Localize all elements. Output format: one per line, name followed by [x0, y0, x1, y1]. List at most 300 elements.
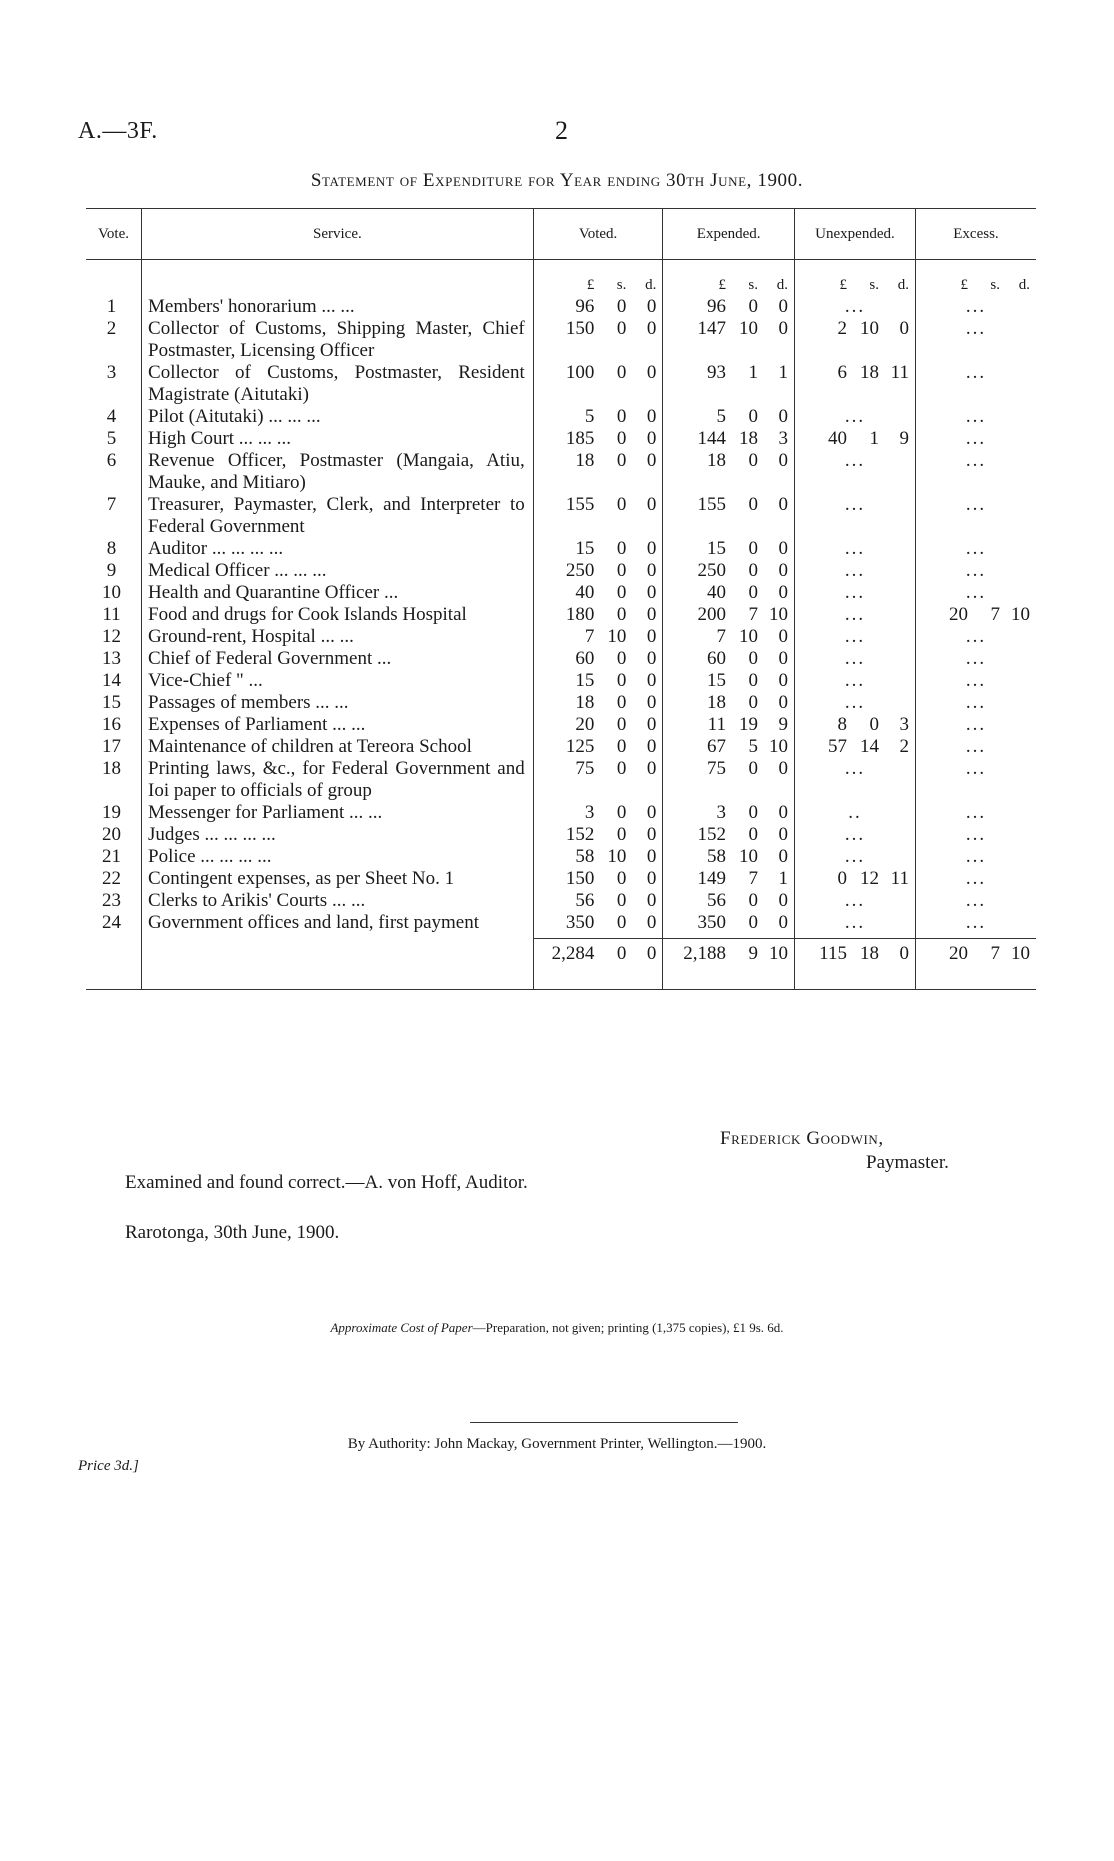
unexpended-amount-blank: ...	[844, 296, 866, 317]
table-row	[86, 582, 1036, 604]
total-excess-pounds: 20	[949, 943, 968, 964]
expended-amount-pounds: 18	[706, 450, 726, 471]
expended-amount-pounds: 75	[706, 758, 726, 779]
unit-shillings: s.	[990, 277, 1000, 293]
unexpended-amount-shillings: 12	[859, 868, 879, 889]
voted-amount-shillings: 10	[607, 626, 627, 647]
unexpended-amount-pounds: 57	[827, 736, 847, 757]
voted-amount	[533, 318, 663, 362]
voted-amount-pounds: 18	[575, 450, 595, 471]
unexpended-amount	[794, 296, 915, 318]
expended-amount-shillings: 19	[738, 714, 758, 735]
voted-amount-pounds: 20	[575, 714, 595, 735]
header-service: Service.	[142, 209, 534, 260]
excess-amount	[915, 450, 1036, 494]
header-vote: Vote.	[86, 209, 142, 260]
unexpended-amount-blank: ...	[844, 846, 866, 867]
expended-amount-pence: 0	[778, 318, 788, 339]
voted-amount	[533, 296, 663, 318]
expended-amount-pounds: 7	[716, 626, 726, 647]
expended-amount-pounds: 67	[706, 736, 726, 757]
unexpended-amount	[794, 714, 915, 736]
voted-amount-pounds: 60	[575, 648, 595, 669]
service-description: Collector of Customs, Postmaster, Resident Magistrate (Aitutaki)	[142, 362, 534, 406]
vote-number: 8	[86, 538, 142, 560]
voted-amount-pounds: 96	[575, 296, 595, 317]
unexpended-amount-pence: 11	[890, 362, 909, 383]
table-row	[86, 692, 1036, 714]
expended-amount-pounds: 18	[706, 692, 726, 713]
expended-amount-pounds: 147	[697, 318, 726, 339]
unexpended-amount-blank: ...	[844, 604, 866, 625]
unexpended-amount-pounds: 40	[827, 428, 847, 449]
expended-amount-shillings: 0	[748, 406, 758, 427]
service-description: Pilot (Aitutaki) ... ... ...	[142, 406, 534, 428]
vote-number: 15	[86, 692, 142, 714]
voted-amount-pounds: 150	[565, 318, 595, 339]
voted-amount-pence: 0	[646, 890, 657, 911]
unexpended-amount	[794, 802, 915, 824]
expended-amount-pence: 0	[778, 560, 788, 581]
voted-amount-pounds: 150	[565, 868, 595, 889]
service-description: Health and Quarantine Officer ...	[142, 582, 534, 604]
expended-amount	[663, 626, 795, 648]
expended-amount-shillings: 0	[748, 802, 758, 823]
voted-amount-pence: 0	[646, 824, 657, 845]
table-row	[86, 890, 1036, 912]
voted-amount-shillings: 0	[616, 802, 627, 823]
expended-amount-pounds: 60	[706, 648, 726, 669]
unexpended-amount-pence: 9	[899, 428, 909, 449]
total-expended	[663, 939, 795, 990]
voted-amount-shillings: 0	[616, 736, 627, 757]
voted-amount	[533, 582, 663, 604]
voted-amount	[533, 538, 663, 560]
unit-pence: d.	[645, 277, 657, 293]
table-row	[86, 802, 1036, 824]
voted-amount-shillings: 0	[616, 362, 627, 383]
vote-number: 16	[86, 714, 142, 736]
excess-amount-blank: ...	[965, 824, 987, 845]
excess-amount-blank: ...	[965, 450, 987, 471]
vote-number: 5	[86, 428, 142, 450]
voted-amount-shillings: 0	[616, 890, 627, 911]
voted-amount-pounds: 40	[575, 582, 595, 603]
unexpended-amount-blank: ...	[844, 824, 866, 845]
unexpended-amount-blank: ...	[844, 538, 866, 559]
excess-amount-blank: ...	[965, 648, 987, 669]
unexpended-amount-blank: ...	[844, 670, 866, 691]
voted-amount	[533, 604, 663, 626]
voted-amount-pence: 0	[646, 428, 657, 449]
service-description: Expenses of Parliament ... ...	[142, 714, 534, 736]
expended-amount	[663, 846, 795, 868]
expended-amount	[663, 406, 795, 428]
page-title: Statement of Expenditure for Year ending 30th June, 1900.	[310, 170, 804, 191]
excess-amount	[915, 296, 1036, 318]
expended-amount-shillings: 0	[748, 670, 758, 691]
voted-amount	[533, 648, 663, 670]
unexpended-amount-pence: 11	[890, 868, 909, 889]
unexpended-amount-shillings: 14	[859, 736, 879, 757]
voted-amount	[533, 802, 663, 824]
unit-shillings: s.	[616, 277, 627, 293]
voted-amount-pence: 0	[646, 802, 657, 823]
voted-amount-pounds: 18	[575, 692, 595, 713]
voted-amount-pounds: 100	[565, 362, 595, 383]
total-unexpended-shillings: 18	[859, 943, 879, 964]
voted-amount-pence: 0	[646, 626, 657, 647]
voted-amount-shillings: 0	[616, 296, 627, 317]
expended-amount-shillings: 0	[748, 538, 758, 559]
table-row	[86, 736, 1036, 758]
unexpended-amount	[794, 692, 915, 714]
expended-amount-shillings: 0	[748, 296, 758, 317]
excess-amount-blank: ...	[965, 406, 987, 427]
excess-amount-blank: ...	[965, 318, 987, 339]
expended-amount-pounds: 250	[697, 560, 726, 581]
total-expended-pounds: 2,188	[683, 943, 726, 964]
voted-amount-pence: 0	[646, 604, 657, 625]
vote-number: 22	[86, 868, 142, 890]
service-description: Clerks to Arikis' Courts ... ...	[142, 890, 534, 912]
unexpended-amount-blank: ...	[844, 758, 866, 779]
expended-amount-pence: 1	[778, 362, 788, 383]
voted-amount	[533, 912, 663, 939]
excess-amount	[915, 362, 1036, 406]
expended-amount	[663, 494, 795, 538]
expended-amount	[663, 582, 795, 604]
expended-amount	[663, 912, 795, 939]
voted-amount-pounds: 152	[565, 824, 595, 845]
voted-amount-pence: 0	[646, 296, 657, 317]
excess-amount-blank: ...	[965, 538, 987, 559]
excess-amount-blank: ...	[965, 494, 987, 515]
expended-amount-pounds: 15	[706, 538, 726, 559]
voted-amount-shillings: 0	[616, 758, 627, 779]
service-description: Judges ... ... ... ...	[142, 824, 534, 846]
voted-amount-shillings: 10	[607, 846, 627, 867]
unexpended-amount	[794, 824, 915, 846]
expended-amount-shillings: 0	[748, 890, 758, 911]
unexpended-amount-blank: ...	[844, 912, 866, 933]
voted-amount	[533, 846, 663, 868]
expended-amount	[663, 802, 795, 824]
excess-amount	[915, 912, 1036, 939]
excess-amount	[915, 582, 1036, 604]
auditor-statement: Examined and found correct.—A. von Hoff, Auditor.	[125, 1172, 528, 1193]
expended-amount-pounds: 5	[716, 406, 726, 427]
vote-number: 23	[86, 890, 142, 912]
voted-amount-pounds: 185	[565, 428, 595, 449]
voted-amount	[533, 450, 663, 494]
vote-number: 18	[86, 758, 142, 802]
table-row	[86, 538, 1036, 560]
excess-amount	[915, 714, 1036, 736]
expended-amount	[663, 604, 795, 626]
expended-amount	[663, 890, 795, 912]
cost-of-paper-note	[0, 1320, 1114, 1336]
vote-number: 7	[86, 494, 142, 538]
unexpended-amount-pounds: 2	[837, 318, 847, 339]
unexpended-amount-pence: 0	[899, 318, 909, 339]
unexpended-amount-blank: ...	[844, 626, 866, 647]
excess-amount-blank: ...	[965, 296, 987, 317]
unexpended-amount-pence: 3	[899, 714, 909, 735]
excess-amount-blank: ...	[965, 846, 987, 867]
expended-amount	[663, 538, 795, 560]
excess-amount-blank: ...	[965, 802, 987, 823]
voted-amount-shillings: 0	[616, 582, 627, 603]
expended-amount-shillings: 0	[748, 494, 758, 515]
voted-amount	[533, 736, 663, 758]
excess-amount	[915, 538, 1036, 560]
expended-amount-shillings: 18	[738, 428, 758, 449]
service-description: Maintenance of children at Tereora School	[142, 736, 534, 758]
expended-amount-pence: 0	[778, 824, 788, 845]
voted-amount-pence: 0	[646, 494, 657, 515]
voted-amount	[533, 824, 663, 846]
total-voted-shillings: 0	[616, 943, 627, 964]
excess-amount-blank: ...	[965, 912, 987, 933]
expended-amount-shillings: 0	[748, 758, 758, 779]
totals-row	[86, 939, 1036, 990]
vote-number: 4	[86, 406, 142, 428]
header-voted: Voted.	[533, 209, 663, 260]
voted-amount-pence: 0	[646, 912, 657, 933]
vote-number: 14	[86, 670, 142, 692]
expended-amount-shillings: 10	[738, 846, 758, 867]
unexpended-amount	[794, 626, 915, 648]
vote-number: 19	[86, 802, 142, 824]
service-description: Police ... ... ... ...	[142, 846, 534, 868]
excess-amount	[915, 890, 1036, 912]
unexpended-amount	[794, 912, 915, 939]
excess-amount	[915, 868, 1036, 890]
voted-amount-pounds: 250	[565, 560, 595, 581]
expended-amount-shillings: 5	[748, 736, 758, 757]
service-description: Printing laws, &c., for Federal Government and Ioi paper to officials of group	[142, 758, 534, 802]
vote-number: 3	[86, 362, 142, 406]
expended-amount-pence: 1	[778, 868, 788, 889]
total-excess	[915, 939, 1036, 990]
total-voted-pence: 0	[646, 943, 657, 964]
voted-amount-pounds: 180	[565, 604, 595, 625]
unexpended-amount	[794, 582, 915, 604]
total-expended-pence: 10	[768, 943, 788, 964]
voted-amount-shillings: 0	[616, 670, 627, 691]
voted-amount-pounds: 75	[575, 758, 595, 779]
voted-amount-pounds: 56	[575, 890, 595, 911]
service-description: Messenger for Parliament ... ...	[142, 802, 534, 824]
total-expended-shillings: 9	[748, 943, 758, 964]
unit-pounds: £	[586, 277, 595, 293]
unexpended-amount-blank: ...	[844, 648, 866, 669]
vote-number: 20	[86, 824, 142, 846]
voted-amount-shillings: 0	[616, 538, 627, 559]
table-body	[86, 260, 1036, 990]
excess-amount-pence: 10	[1011, 604, 1030, 625]
expended-amount-pence: 0	[778, 692, 788, 713]
voted-amount-pence: 0	[646, 406, 657, 427]
expended-amount-pence: 10	[768, 604, 788, 625]
voted-amount	[533, 714, 663, 736]
excess-amount-blank: ...	[965, 868, 987, 889]
unexpended-amount	[794, 406, 915, 428]
voted-amount-shillings: 0	[616, 406, 627, 427]
expended-amount	[663, 560, 795, 582]
expended-amount-pence: 0	[778, 890, 788, 911]
expended-amount	[663, 318, 795, 362]
vote-number: 6	[86, 450, 142, 494]
table-row	[86, 824, 1036, 846]
unexpended-amount-pounds: 6	[837, 362, 847, 383]
unexpended-amount-blank: ...	[844, 494, 866, 515]
excess-amount-blank: ...	[965, 758, 987, 779]
unexpended-amount-pounds: 8	[837, 714, 847, 735]
excess-amount	[915, 846, 1036, 868]
expended-amount	[663, 648, 795, 670]
unexpended-amount	[794, 604, 915, 626]
unexpended-amount-blank: ...	[844, 406, 866, 427]
voted-amount-shillings: 0	[616, 714, 627, 735]
voted-amount-shillings: 0	[616, 428, 627, 449]
unexpended-amount	[794, 318, 915, 362]
table-row	[86, 714, 1036, 736]
excess-amount	[915, 560, 1036, 582]
vote-number: 24	[86, 912, 142, 939]
table-row	[86, 648, 1036, 670]
expended-amount	[663, 450, 795, 494]
place-and-date: Rarotonga, 30th June, 1900.	[125, 1222, 340, 1243]
expended-amount-pounds: 149	[697, 868, 726, 889]
voted-amount	[533, 890, 663, 912]
voted-amount-pounds: 58	[575, 846, 595, 867]
paymaster-name: Frederick Goodwin,	[720, 1128, 884, 1149]
unexpended-amount	[794, 846, 915, 868]
cost-note-text: —Preparation, not given; printing (1,375 copies), £1 9s. 6d.	[472, 1320, 784, 1335]
excess-amount-blank: ...	[965, 670, 987, 691]
voted-amount-pounds: 5	[584, 406, 595, 427]
table-row	[86, 626, 1036, 648]
expenditure-table	[86, 208, 1036, 990]
expended-amount	[663, 670, 795, 692]
expended-amount-shillings: 10	[738, 318, 758, 339]
table-row	[86, 604, 1036, 626]
excess-amount-blank: ...	[965, 428, 987, 449]
service-description: Chief of Federal Government ...	[142, 648, 534, 670]
voted-amount-pence: 0	[646, 362, 657, 383]
unit-pounds: £	[839, 277, 847, 293]
service-description: Collector of Customs, Shipping Master, Chief Postmaster, Licensing Officer	[142, 318, 534, 362]
header-unexpended: Unexpended.	[794, 209, 915, 260]
expended-amount-pounds: 56	[706, 890, 726, 911]
excess-amount	[915, 736, 1036, 758]
service-description: Ground-rent, Hospital ... ...	[142, 626, 534, 648]
vote-number: 12	[86, 626, 142, 648]
voted-amount-pounds: 125	[565, 736, 595, 757]
unit-pence: d.	[776, 277, 788, 293]
service-description: Contingent expenses, as per Sheet No. 1	[142, 868, 534, 890]
total-unexpended-pence: 0	[899, 943, 909, 964]
excess-amount-blank: ...	[965, 626, 987, 647]
header-expended: Expended.	[663, 209, 795, 260]
page-number: 2	[555, 116, 568, 145]
vote-number: 1	[86, 296, 142, 318]
price-note: Price 3d.]	[78, 1458, 139, 1474]
voted-amount	[533, 428, 663, 450]
cost-note-label: Approximate Cost of Paper	[330, 1320, 473, 1335]
vote-number: 2	[86, 318, 142, 362]
paymaster-title: Paymaster.	[866, 1152, 949, 1173]
expended-amount	[663, 868, 795, 890]
expended-amount-pence: 10	[768, 736, 788, 757]
vote-number: 21	[86, 846, 142, 868]
voted-amount-pence: 0	[646, 450, 657, 471]
expended-amount-shillings: 10	[738, 626, 758, 647]
table-header-row	[86, 209, 1036, 260]
expended-amount	[663, 736, 795, 758]
excess-amount	[915, 626, 1036, 648]
excess-amount-blank: ...	[965, 714, 987, 735]
unexpended-amount	[794, 868, 915, 890]
voted-amount-pounds: 7	[584, 626, 595, 647]
unexpended-amount-blank: ...	[844, 560, 866, 581]
voted-amount-shillings: 0	[616, 494, 627, 515]
excess-amount	[915, 692, 1036, 714]
expended-amount	[663, 296, 795, 318]
total-voted	[533, 939, 663, 990]
excess-amount	[915, 406, 1036, 428]
unexpended-amount-shillings: 18	[859, 362, 879, 383]
expended-amount-pounds: 3	[716, 802, 726, 823]
expended-amount-pence: 0	[778, 626, 788, 647]
unexpended-amount	[794, 648, 915, 670]
expended-amount-shillings: 0	[748, 692, 758, 713]
voted-amount-shillings: 0	[616, 560, 627, 581]
table-row	[86, 406, 1036, 428]
expended-amount-pence: 3	[778, 428, 788, 449]
voted-amount-pence: 0	[646, 538, 657, 559]
expended-amount-pounds: 144	[697, 428, 726, 449]
voted-amount	[533, 692, 663, 714]
voted-amount-pounds: 350	[565, 912, 595, 933]
unexpended-amount-blank: ...	[844, 692, 866, 713]
voted-amount-pence: 0	[646, 846, 657, 867]
expended-amount-pounds: 15	[706, 670, 726, 691]
unexpended-amount	[794, 538, 915, 560]
table-row	[86, 560, 1036, 582]
expended-amount-pounds: 350	[697, 912, 726, 933]
voted-amount-shillings: 0	[616, 692, 627, 713]
expended-amount-shillings: 0	[748, 582, 758, 603]
table-row	[86, 296, 1036, 318]
table-row	[86, 846, 1036, 868]
table-row	[86, 758, 1036, 802]
excess-amount	[915, 428, 1036, 450]
service-description: Medical Officer ... ... ...	[142, 560, 534, 582]
voted-amount-pence: 0	[646, 758, 657, 779]
unexpended-amount	[794, 670, 915, 692]
excess-amount-pounds: 20	[949, 604, 968, 625]
excess-amount	[915, 648, 1036, 670]
unexpended-amount	[794, 450, 915, 494]
table-row	[86, 912, 1036, 939]
unexpended-amount-shillings: 0	[869, 714, 879, 735]
unexpended-amount	[794, 758, 915, 802]
unit-pounds: £	[960, 277, 968, 293]
service-description: Food and drugs for Cook Islands Hospital	[142, 604, 534, 626]
